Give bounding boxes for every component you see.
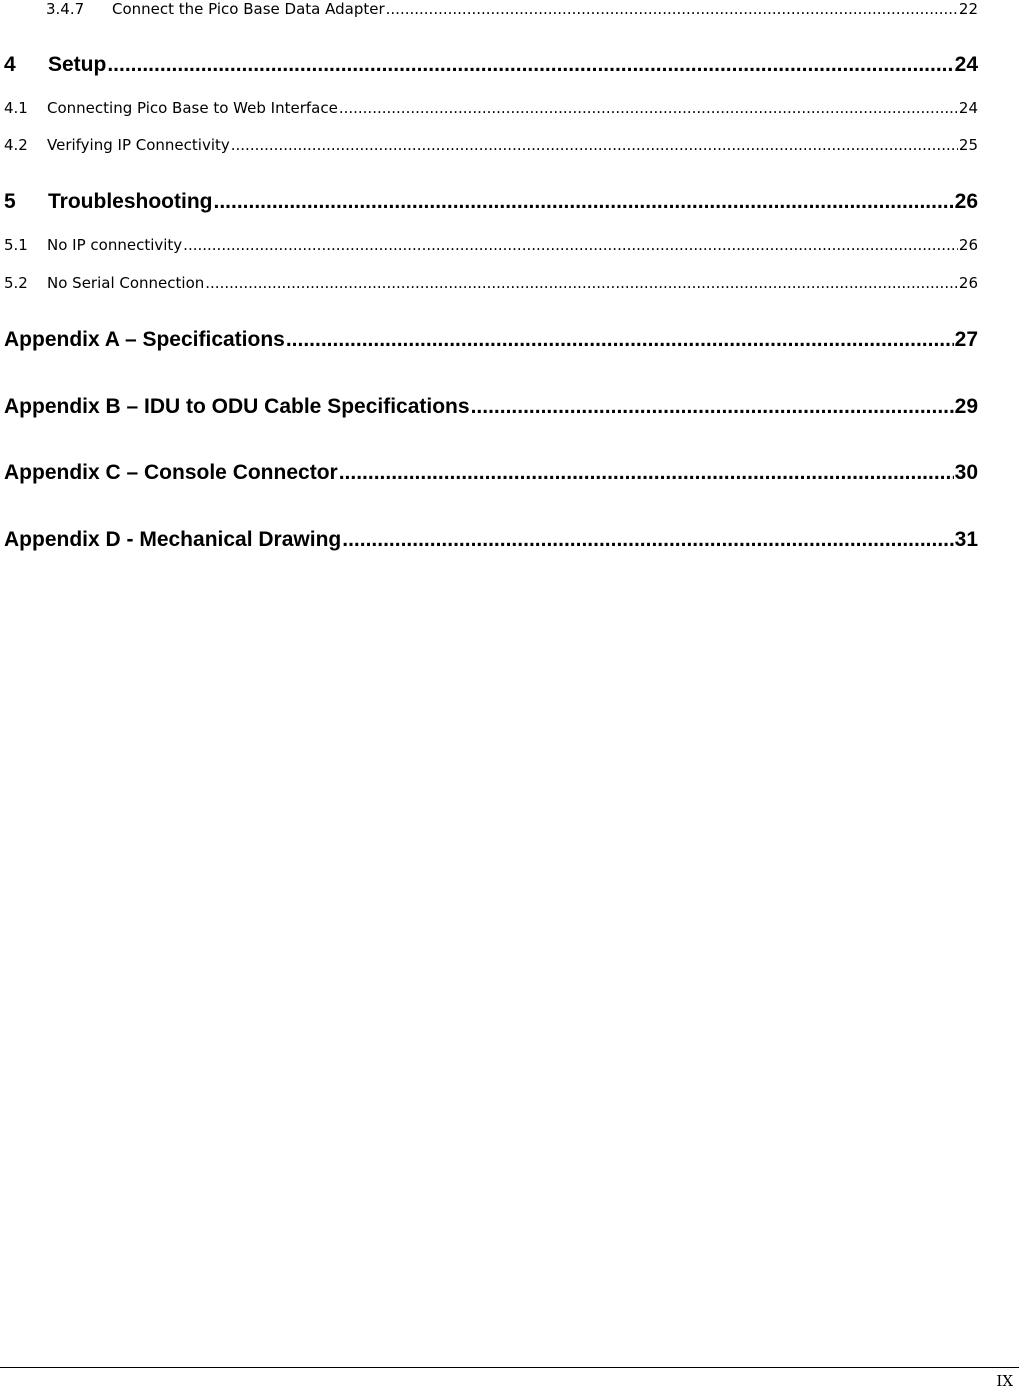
- toc-entry-number: 4.2: [4, 136, 28, 154]
- toc-entry-appendix[interactable]: [4, 395, 978, 419]
- toc-entry-page: 26: [958, 236, 978, 254]
- toc-leader-dots: [386, 0, 958, 18]
- toc-entry-page: 26: [954, 190, 978, 213]
- toc-leader-dots: [342, 528, 953, 552]
- toc-leader-dots: [471, 395, 954, 419]
- toc-leader-dots: [231, 136, 958, 154]
- toc-entry-number: 5: [4, 190, 16, 213]
- toc-leader-dots: [213, 190, 953, 214]
- toc-entry-title: Troubleshooting: [48, 190, 213, 213]
- toc-entry[interactable]: [4, 99, 978, 117]
- toc-entry[interactable]: [4, 274, 978, 292]
- toc-entry-page: 26: [958, 274, 978, 292]
- toc-entry-page: 29: [954, 395, 978, 418]
- toc-leader-dots: [107, 53, 953, 77]
- toc-entry-page: 24: [954, 53, 978, 76]
- toc-leader-dots: [205, 274, 958, 292]
- toc-entry-number: 4.1: [4, 99, 28, 117]
- toc-entry-number: 5.2: [4, 274, 28, 292]
- toc-entry-title: No Serial Connection: [47, 274, 205, 292]
- toc-entry-title: Connect the Pico Base Data Adapter: [112, 0, 385, 18]
- toc-entry[interactable]: [4, 136, 978, 154]
- toc-entry-title: No IP connectivity: [47, 236, 183, 254]
- toc-entry-appendix[interactable]: [4, 461, 978, 485]
- toc-entry[interactable]: [4, 190, 978, 214]
- toc-entry[interactable]: [4, 53, 978, 77]
- toc-entry-page: 24: [958, 99, 978, 117]
- toc-entry[interactable]: [4, 236, 978, 254]
- toc-entry-title: Verifying IP Connectivity: [47, 136, 230, 154]
- toc-entry-number: 3.4.7: [46, 0, 85, 18]
- toc-leader-dots: [183, 236, 958, 254]
- toc-entry-appendix[interactable]: [4, 328, 978, 352]
- page-number: IX: [996, 1372, 1013, 1390]
- toc-entry-title: Setup: [48, 53, 107, 76]
- toc-entry-title: Appendix C – Console Connector: [4, 461, 338, 484]
- toc-entry-page: 25: [958, 136, 978, 154]
- toc-leader-dots: [339, 99, 958, 117]
- toc-entry-title: Appendix A – Specifications: [4, 328, 285, 351]
- toc-entry-number: 5.1: [4, 236, 28, 254]
- toc-entry-page: 22: [958, 0, 978, 18]
- toc-entry-page: 31: [954, 528, 978, 551]
- footer-divider: [0, 1367, 1019, 1368]
- toc-entry-appendix[interactable]: [4, 528, 978, 552]
- toc-entry-title: Appendix D - Mechanical Drawing: [4, 528, 342, 551]
- toc-entry-title: Appendix B – IDU to ODU Cable Specifications: [4, 395, 470, 418]
- toc-entry-page: 27: [954, 328, 978, 351]
- toc-entry-title: Connecting Pico Base to Web Interface: [47, 99, 338, 117]
- toc-leader-dots: [339, 461, 954, 485]
- toc-leader-dots: [286, 328, 954, 352]
- toc-entry-page: 30: [954, 461, 978, 484]
- toc-entry-number: 4: [4, 53, 16, 76]
- toc-entry[interactable]: [46, 0, 978, 18]
